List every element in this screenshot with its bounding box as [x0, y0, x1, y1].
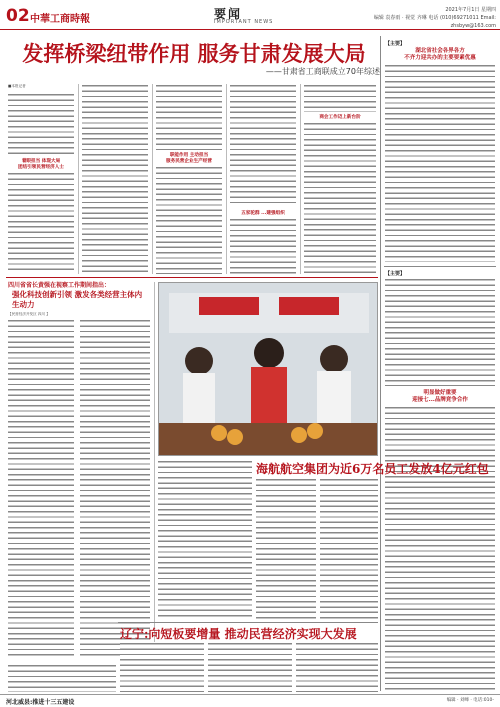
column-divider [226, 84, 227, 274]
sichuan-headline: 强化科技创新引领 激发各类经营主体内生动力 [12, 290, 143, 309]
sichuan-kicker: 四川省省长黄强在视察工作期间指出： [8, 282, 111, 289]
liaoning-headline: 辽宁:向短板要增量 推动民营经济实现大发展 [120, 627, 357, 641]
section-title: 要闻 [214, 7, 243, 21]
masthead-date: 2021年7月1日 星期四 [445, 7, 496, 13]
masthead-info [358, 6, 496, 30]
main-col1-text-a [8, 93, 74, 155]
section-divider [118, 622, 378, 623]
main-col3-subhead2: 服务民营企业生产经营 [166, 159, 212, 164]
main-col5-text-b [304, 122, 376, 274]
photo-story-col2 [256, 478, 316, 620]
main-col5-subhead: 商会工作迈上新台阶 [319, 115, 361, 120]
right-tag-2: 【主要】 [385, 271, 406, 277]
right-text-3 [385, 406, 495, 690]
main-col4-subhead: 五家驼群 ...建强组织 [241, 211, 285, 216]
right-subtitle-1: 不齐力迎共办的主要要素优惠 [404, 55, 476, 61]
main-col1-subhead1: 着眼担当 体现大局 [21, 159, 61, 164]
sichuan-col1 [8, 319, 74, 659]
main-subhead: ——甘肃省工商联成立70年综述 [265, 67, 380, 76]
main-col5-text-a [304, 84, 376, 112]
newspaper-name: 中華工商時報 [30, 14, 90, 25]
main-byline: ■本报记者 [8, 84, 26, 88]
masthead-contact: 编辑 袁春雨 · 视觉 齐琳 电话 (010)69271011 Email: zhsbyw@163.com [373, 15, 496, 29]
sichuan-byline: 【民营经济开发区 四川 】 [8, 312, 50, 316]
right-text-2 [385, 278, 495, 386]
right-subtitle-2: 迎接七...品牌竞争合作 [412, 397, 468, 403]
right-title-1: 湖北省社会各界各方 [415, 48, 465, 54]
column-divider [78, 84, 79, 274]
section-divider [6, 277, 378, 278]
column-divider [152, 84, 153, 274]
main-col3-text-b [156, 166, 222, 274]
news-photo-illustration [159, 283, 378, 456]
right-rail-divider [380, 36, 381, 691]
main-col4-text-a [230, 84, 296, 206]
sichuan-col2 [80, 319, 150, 659]
liaoning-col3 [296, 642, 378, 692]
photo-story-col3 [320, 478, 378, 620]
column-divider [300, 84, 301, 274]
page-number: 02 [6, 6, 30, 26]
main-col4-text-b [230, 218, 296, 274]
main-col3-text-a [156, 84, 222, 150]
liaoning-col2 [208, 642, 292, 692]
right-title-2: 明显做好重要 [423, 390, 457, 396]
footer-story-title: 河北威县:推进十三五建设 [6, 699, 75, 706]
main-col3-subhead1: 职能作用 主动担当 [169, 153, 209, 158]
right-divider [384, 266, 496, 267]
photo-story-left [158, 460, 252, 620]
column-divider [154, 282, 155, 662]
section-title-en: IMPORTANT NEWS [214, 19, 274, 25]
right-text-1 [385, 64, 495, 262]
news-photo [158, 282, 378, 456]
photo-story-headline: 海航航空集团为近6万名员工发放4亿元红包 [256, 462, 489, 476]
main-col2-text [82, 84, 148, 274]
liaoning-col1 [120, 642, 204, 692]
footer-editor-line: 编辑 · 刘峰 · 电话:010- [446, 698, 494, 703]
right-tag-1: 【主要】 [385, 41, 406, 47]
weixian-text [8, 664, 116, 692]
main-headline: 发挥桥梁纽带作用 服务甘肃发展大局 [22, 41, 366, 66]
main-col1-text-b [8, 172, 74, 274]
main-col1-subhead2: 团结引领民营经济人士 [18, 165, 64, 170]
